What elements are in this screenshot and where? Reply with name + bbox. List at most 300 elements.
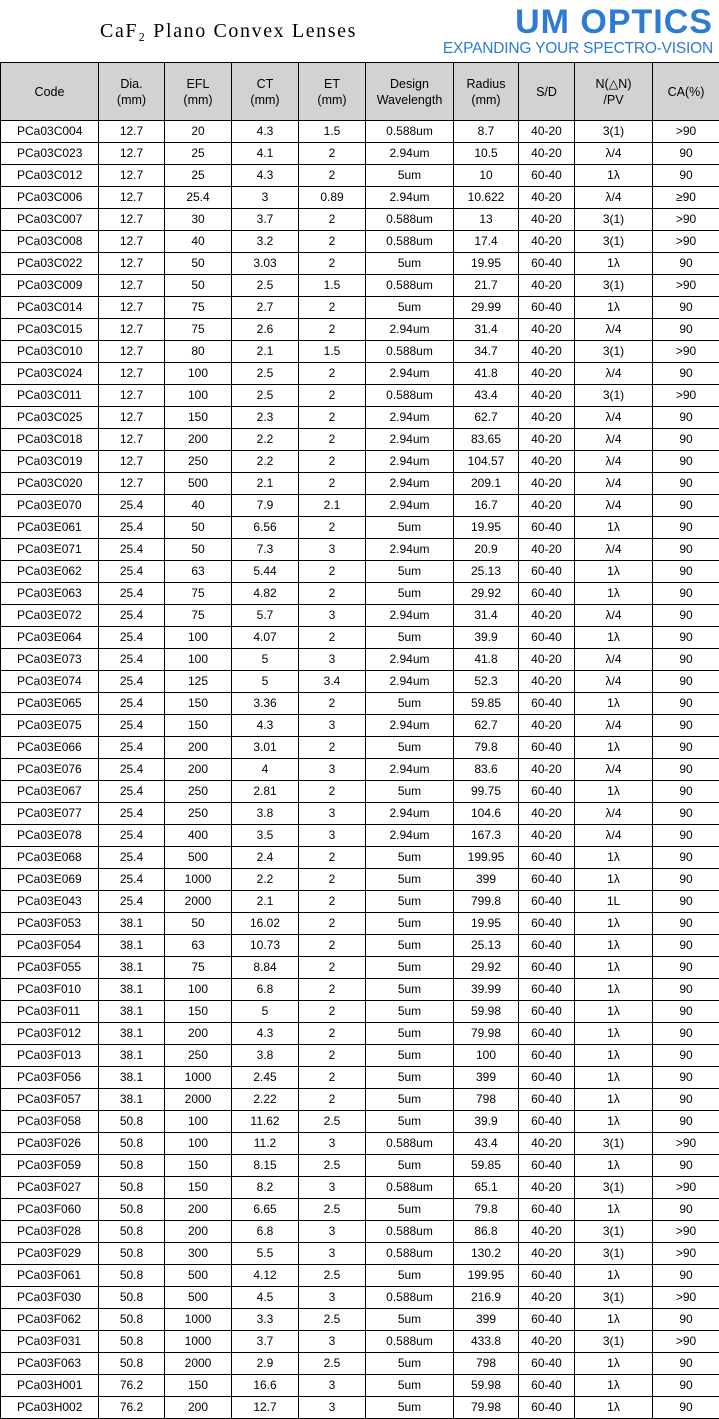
cell-ct: 11.2 bbox=[232, 1133, 299, 1155]
cell-code: PCa03E062 bbox=[1, 561, 99, 583]
cell-ca: 90 bbox=[653, 297, 719, 319]
cell-wavelength: 5um bbox=[366, 1045, 454, 1067]
table-row bbox=[1, 187, 719, 209]
cell-code: PCa03F053 bbox=[1, 913, 99, 935]
cell-dia: 25.4 bbox=[99, 605, 165, 627]
cell-ca: >90 bbox=[653, 1221, 719, 1243]
cell-efl: 200 bbox=[165, 737, 232, 759]
cell-et: 2 bbox=[299, 363, 366, 385]
column-header-line2: Wavelength bbox=[376, 92, 443, 107]
cell-ca: 90 bbox=[653, 539, 719, 561]
cell-radius: 41.8 bbox=[454, 363, 519, 385]
cell-et: 2 bbox=[299, 319, 366, 341]
cell-sd: 60-40 bbox=[519, 583, 575, 605]
table-row bbox=[1, 627, 719, 649]
cell-radius: 83.6 bbox=[454, 759, 519, 781]
cell-dia: 50.8 bbox=[99, 1111, 165, 1133]
table-row bbox=[1, 869, 719, 891]
cell-ct: 3.03 bbox=[232, 253, 299, 275]
cell-ct: 2.6 bbox=[232, 319, 299, 341]
cell-ca: 90 bbox=[653, 1397, 719, 1419]
cell-et: 2 bbox=[299, 297, 366, 319]
cell-wavelength: 5um bbox=[366, 1067, 454, 1089]
cell-dia: 76.2 bbox=[99, 1375, 165, 1397]
table-row bbox=[1, 1199, 719, 1221]
cell-ct: 8.15 bbox=[232, 1155, 299, 1177]
cell-efl: 250 bbox=[165, 1045, 232, 1067]
cell-wavelength: 5um bbox=[366, 913, 454, 935]
cell-ca: 90 bbox=[653, 781, 719, 803]
cell-wavelength: 0.588um bbox=[366, 385, 454, 407]
cell-dia: 25.4 bbox=[99, 539, 165, 561]
table-row bbox=[1, 165, 719, 187]
cell-sd: 40-20 bbox=[519, 671, 575, 693]
cell-pv: 1λ bbox=[575, 1265, 653, 1287]
cell-dia: 76.2 bbox=[99, 1397, 165, 1419]
table-row bbox=[1, 1045, 719, 1067]
cell-wavelength: 2.94um bbox=[366, 605, 454, 627]
cell-dia: 50.8 bbox=[99, 1353, 165, 1375]
table-row bbox=[1, 737, 719, 759]
cell-pv: 3(1) bbox=[575, 1177, 653, 1199]
cell-et: 3 bbox=[299, 759, 366, 781]
cell-ca: 90 bbox=[653, 649, 719, 671]
cell-ca: 90 bbox=[653, 1111, 719, 1133]
table-row bbox=[1, 539, 719, 561]
table-row bbox=[1, 1331, 719, 1353]
table-row bbox=[1, 1155, 719, 1177]
cell-efl: 75 bbox=[165, 319, 232, 341]
table-row bbox=[1, 429, 719, 451]
cell-et: 2.5 bbox=[299, 1265, 366, 1287]
cell-dia: 25.4 bbox=[99, 737, 165, 759]
cell-sd: 60-40 bbox=[519, 1397, 575, 1419]
cell-sd: 40-20 bbox=[519, 1243, 575, 1265]
column-header bbox=[1, 63, 99, 121]
table-row bbox=[1, 451, 719, 473]
cell-pv: 1λ bbox=[575, 957, 653, 979]
column-header-line1: Radius bbox=[466, 76, 506, 91]
cell-et: 2 bbox=[299, 517, 366, 539]
table-row bbox=[1, 297, 719, 319]
cell-pv: 3(1) bbox=[575, 1221, 653, 1243]
cell-sd: 40-20 bbox=[519, 319, 575, 341]
cell-sd: 60-40 bbox=[519, 781, 575, 803]
cell-efl: 75 bbox=[165, 297, 232, 319]
cell-ct: 2.1 bbox=[232, 341, 299, 363]
cell-ca: 90 bbox=[653, 737, 719, 759]
table-row bbox=[1, 473, 719, 495]
cell-ca: 90 bbox=[653, 803, 719, 825]
cell-dia: 25.4 bbox=[99, 869, 165, 891]
cell-dia: 25.4 bbox=[99, 715, 165, 737]
cell-dia: 12.7 bbox=[99, 363, 165, 385]
cell-code: PCa03H002 bbox=[1, 1397, 99, 1419]
cell-efl: 1000 bbox=[165, 1067, 232, 1089]
table-row bbox=[1, 1111, 719, 1133]
cell-ct: 2.3 bbox=[232, 407, 299, 429]
cell-wavelength: 5um bbox=[366, 1309, 454, 1331]
cell-sd: 60-40 bbox=[519, 1375, 575, 1397]
cell-sd: 60-40 bbox=[519, 1309, 575, 1331]
table-row bbox=[1, 209, 719, 231]
cell-code: PCa03E065 bbox=[1, 693, 99, 715]
cell-ca: 90 bbox=[653, 1309, 719, 1331]
cell-dia: 12.7 bbox=[99, 341, 165, 363]
table-row bbox=[1, 517, 719, 539]
cell-efl: 40 bbox=[165, 495, 232, 517]
cell-ct: 6.8 bbox=[232, 979, 299, 1001]
cell-efl: 75 bbox=[165, 583, 232, 605]
cell-ca: 90 bbox=[653, 671, 719, 693]
cell-efl: 200 bbox=[165, 429, 232, 451]
cell-ca: >90 bbox=[653, 1331, 719, 1353]
cell-sd: 40-20 bbox=[519, 385, 575, 407]
cell-efl: 150 bbox=[165, 1177, 232, 1199]
cell-pv: 1λ bbox=[575, 561, 653, 583]
cell-efl: 150 bbox=[165, 1155, 232, 1177]
cell-wavelength: 5um bbox=[366, 737, 454, 759]
cell-code: PCa03F055 bbox=[1, 957, 99, 979]
cell-radius: 798 bbox=[454, 1089, 519, 1111]
cell-dia: 25.4 bbox=[99, 781, 165, 803]
cell-radius: 799.8 bbox=[454, 891, 519, 913]
cell-et: 2 bbox=[299, 913, 366, 935]
cell-efl: 50 bbox=[165, 913, 232, 935]
cell-ct: 2.1 bbox=[232, 473, 299, 495]
cell-efl: 500 bbox=[165, 473, 232, 495]
cell-code: PCa03E072 bbox=[1, 605, 99, 627]
cell-ca: >90 bbox=[653, 1287, 719, 1309]
cell-ca: 90 bbox=[653, 583, 719, 605]
cell-sd: 60-40 bbox=[519, 737, 575, 759]
cell-dia: 12.7 bbox=[99, 473, 165, 495]
cell-dia: 12.7 bbox=[99, 231, 165, 253]
cell-ca: 90 bbox=[653, 759, 719, 781]
cell-ca: 90 bbox=[653, 957, 719, 979]
cell-code: PCa03F010 bbox=[1, 979, 99, 1001]
table-row bbox=[1, 979, 719, 1001]
cell-radius: 79.98 bbox=[454, 1397, 519, 1419]
cell-et: 3 bbox=[299, 1397, 366, 1419]
cell-radius: 29.99 bbox=[454, 297, 519, 319]
cell-dia: 12.7 bbox=[99, 275, 165, 297]
cell-sd: 40-20 bbox=[519, 429, 575, 451]
cell-efl: 150 bbox=[165, 407, 232, 429]
cell-ca: 90 bbox=[653, 979, 719, 1001]
cell-wavelength: 2.94um bbox=[366, 473, 454, 495]
cell-pv: λ/4 bbox=[575, 825, 653, 847]
cell-efl: 63 bbox=[165, 561, 232, 583]
table-row bbox=[1, 253, 719, 275]
cell-ct: 3.3 bbox=[232, 1309, 299, 1331]
cell-wavelength: 2.94um bbox=[366, 825, 454, 847]
cell-radius: 19.95 bbox=[454, 517, 519, 539]
table-row bbox=[1, 825, 719, 847]
cell-dia: 25.4 bbox=[99, 583, 165, 605]
cell-pv: 1λ bbox=[575, 781, 653, 803]
cell-radius: 209.1 bbox=[454, 473, 519, 495]
cell-et: 2.5 bbox=[299, 1111, 366, 1133]
cell-pv: 1λ bbox=[575, 913, 653, 935]
cell-radius: 130.2 bbox=[454, 1243, 519, 1265]
cell-ct: 8.84 bbox=[232, 957, 299, 979]
cell-code: PCa03E068 bbox=[1, 847, 99, 869]
cell-code: PCa03C008 bbox=[1, 231, 99, 253]
cell-ct: 4 bbox=[232, 759, 299, 781]
cell-efl: 2000 bbox=[165, 891, 232, 913]
cell-sd: 40-20 bbox=[519, 715, 575, 737]
cell-ca: 90 bbox=[653, 143, 719, 165]
cell-ct: 4.5 bbox=[232, 1287, 299, 1309]
cell-ct: 7.9 bbox=[232, 495, 299, 517]
cell-code: PCa03C011 bbox=[1, 385, 99, 407]
cell-code: PCa03F030 bbox=[1, 1287, 99, 1309]
cell-radius: 399 bbox=[454, 1067, 519, 1089]
cell-ct: 3.5 bbox=[232, 825, 299, 847]
cell-et: 2 bbox=[299, 583, 366, 605]
cell-wavelength: 5um bbox=[366, 979, 454, 1001]
cell-wavelength: 5um bbox=[366, 1089, 454, 1111]
column-header bbox=[366, 63, 454, 121]
cell-sd: 60-40 bbox=[519, 1023, 575, 1045]
table-row bbox=[1, 561, 719, 583]
cell-ca: 90 bbox=[653, 517, 719, 539]
cell-code: PCa03C006 bbox=[1, 187, 99, 209]
table-row bbox=[1, 1287, 719, 1309]
cell-radius: 31.4 bbox=[454, 319, 519, 341]
cell-code: PCa03E043 bbox=[1, 891, 99, 913]
column-header bbox=[519, 63, 575, 121]
cell-ct: 6.65 bbox=[232, 1199, 299, 1221]
cell-efl: 1000 bbox=[165, 1331, 232, 1353]
table-row bbox=[1, 693, 719, 715]
cell-pv: 1λ bbox=[575, 1001, 653, 1023]
column-header bbox=[454, 63, 519, 121]
cell-pv: λ/4 bbox=[575, 715, 653, 737]
brand-logo bbox=[437, 4, 713, 58]
table-header-row bbox=[1, 63, 719, 121]
cell-ct: 12.7 bbox=[232, 1397, 299, 1419]
cell-dia: 12.7 bbox=[99, 429, 165, 451]
cell-pv: 1λ bbox=[575, 517, 653, 539]
cell-wavelength: 2.94um bbox=[366, 495, 454, 517]
cell-efl: 100 bbox=[165, 1111, 232, 1133]
cell-dia: 50.8 bbox=[99, 1133, 165, 1155]
cell-et: 2 bbox=[299, 231, 366, 253]
cell-ct: 3.7 bbox=[232, 209, 299, 231]
cell-et: 3 bbox=[299, 825, 366, 847]
cell-ct: 16.6 bbox=[232, 1375, 299, 1397]
cell-pv: λ/4 bbox=[575, 759, 653, 781]
cell-code: PCa03C014 bbox=[1, 297, 99, 319]
cell-ct: 8.2 bbox=[232, 1177, 299, 1199]
cell-et: 2 bbox=[299, 693, 366, 715]
cell-sd: 60-40 bbox=[519, 627, 575, 649]
cell-ct: 4.3 bbox=[232, 715, 299, 737]
cell-code: PCa03E076 bbox=[1, 759, 99, 781]
cell-radius: 62.7 bbox=[454, 407, 519, 429]
cell-ca: 90 bbox=[653, 1045, 719, 1067]
table-row bbox=[1, 231, 719, 253]
cell-et: 2 bbox=[299, 253, 366, 275]
table-row bbox=[1, 1265, 719, 1287]
cell-dia: 12.7 bbox=[99, 253, 165, 275]
cell-dia: 50.8 bbox=[99, 1177, 165, 1199]
cell-radius: 31.4 bbox=[454, 605, 519, 627]
cell-pv: 3(1) bbox=[575, 209, 653, 231]
cell-et: 2 bbox=[299, 1089, 366, 1111]
cell-wavelength: 2.94um bbox=[366, 429, 454, 451]
cell-efl: 125 bbox=[165, 671, 232, 693]
table-row bbox=[1, 1375, 719, 1397]
cell-ct: 5 bbox=[232, 671, 299, 693]
cell-pv: 1λ bbox=[575, 979, 653, 1001]
cell-pv: 3(1) bbox=[575, 121, 653, 143]
cell-ct: 5.44 bbox=[232, 561, 299, 583]
cell-wavelength: 5um bbox=[366, 517, 454, 539]
cell-radius: 399 bbox=[454, 869, 519, 891]
cell-pv: 1λ bbox=[575, 737, 653, 759]
cell-ct: 2.5 bbox=[232, 275, 299, 297]
cell-code: PCa03C004 bbox=[1, 121, 99, 143]
cell-et: 2.5 bbox=[299, 1309, 366, 1331]
cell-ct: 4.82 bbox=[232, 583, 299, 605]
cell-sd: 40-20 bbox=[519, 451, 575, 473]
column-header bbox=[575, 63, 653, 121]
cell-pv: 3(1) bbox=[575, 1243, 653, 1265]
cell-efl: 75 bbox=[165, 957, 232, 979]
cell-ca: 90 bbox=[653, 847, 719, 869]
cell-wavelength: 0.588um bbox=[366, 231, 454, 253]
cell-efl: 25 bbox=[165, 143, 232, 165]
cell-ca: >90 bbox=[653, 121, 719, 143]
cell-pv: 1λ bbox=[575, 583, 653, 605]
cell-code: PCa03C010 bbox=[1, 341, 99, 363]
cell-code: PCa03C019 bbox=[1, 451, 99, 473]
cell-efl: 500 bbox=[165, 1287, 232, 1309]
cell-dia: 38.1 bbox=[99, 1023, 165, 1045]
table-row bbox=[1, 341, 719, 363]
column-header-line1: ET bbox=[324, 76, 340, 91]
cell-efl: 50 bbox=[165, 539, 232, 561]
cell-efl: 500 bbox=[165, 1265, 232, 1287]
cell-pv: 1λ bbox=[575, 935, 653, 957]
cell-radius: 13 bbox=[454, 209, 519, 231]
cell-wavelength: 2.94um bbox=[366, 539, 454, 561]
table-row bbox=[1, 319, 719, 341]
cell-ct: 5 bbox=[232, 649, 299, 671]
cell-pv: 3(1) bbox=[575, 385, 653, 407]
cell-efl: 50 bbox=[165, 253, 232, 275]
cell-efl: 75 bbox=[165, 605, 232, 627]
cell-ca: >90 bbox=[653, 1177, 719, 1199]
cell-ct: 3.7 bbox=[232, 1331, 299, 1353]
cell-code: PCa03F062 bbox=[1, 1309, 99, 1331]
cell-code: PCa03F028 bbox=[1, 1221, 99, 1243]
cell-wavelength: 2.94um bbox=[366, 143, 454, 165]
cell-ca: 90 bbox=[653, 1375, 719, 1397]
cell-wavelength: 2.94um bbox=[366, 407, 454, 429]
table-row bbox=[1, 781, 719, 803]
cell-pv: 1λ bbox=[575, 693, 653, 715]
table-row bbox=[1, 1089, 719, 1111]
cell-dia: 50.8 bbox=[99, 1155, 165, 1177]
cell-wavelength: 5um bbox=[366, 869, 454, 891]
lens-table-container bbox=[0, 62, 719, 1419]
cell-pv: 3(1) bbox=[575, 1331, 653, 1353]
cell-ca: >90 bbox=[653, 231, 719, 253]
cell-et: 2 bbox=[299, 473, 366, 495]
cell-radius: 10.5 bbox=[454, 143, 519, 165]
cell-efl: 150 bbox=[165, 1375, 232, 1397]
cell-code: PCa03F011 bbox=[1, 1001, 99, 1023]
cell-ca: 90 bbox=[653, 165, 719, 187]
cell-wavelength: 0.588um bbox=[366, 1243, 454, 1265]
table-row bbox=[1, 1023, 719, 1045]
cell-code: PCa03E074 bbox=[1, 671, 99, 693]
cell-sd: 60-40 bbox=[519, 1089, 575, 1111]
cell-code: PCa03C007 bbox=[1, 209, 99, 231]
cell-code: PCa03E077 bbox=[1, 803, 99, 825]
cell-et: 2 bbox=[299, 451, 366, 473]
cell-ct: 16.02 bbox=[232, 913, 299, 935]
cell-radius: 43.4 bbox=[454, 1133, 519, 1155]
cell-pv: 1λ bbox=[575, 165, 653, 187]
cell-et: 1.5 bbox=[299, 275, 366, 297]
cell-et: 3 bbox=[299, 605, 366, 627]
column-header-line1: S/D bbox=[536, 84, 557, 99]
cell-radius: 62.7 bbox=[454, 715, 519, 737]
cell-radius: 29.92 bbox=[454, 957, 519, 979]
cell-dia: 12.7 bbox=[99, 209, 165, 231]
cell-et: 2.1 bbox=[299, 495, 366, 517]
cell-code: PCa03C025 bbox=[1, 407, 99, 429]
cell-dia: 12.7 bbox=[99, 385, 165, 407]
table-row bbox=[1, 121, 719, 143]
cell-sd: 40-20 bbox=[519, 1331, 575, 1353]
table-row bbox=[1, 759, 719, 781]
cell-dia: 50.8 bbox=[99, 1331, 165, 1353]
cell-et: 2 bbox=[299, 165, 366, 187]
column-header-line1: EFL bbox=[186, 76, 210, 91]
cell-wavelength: 5um bbox=[366, 561, 454, 583]
cell-et: 2 bbox=[299, 869, 366, 891]
cell-radius: 83.65 bbox=[454, 429, 519, 451]
cell-sd: 40-20 bbox=[519, 539, 575, 561]
cell-et: 2 bbox=[299, 935, 366, 957]
cell-wavelength: 0.588um bbox=[366, 121, 454, 143]
cell-code: PCa03F031 bbox=[1, 1331, 99, 1353]
table-row bbox=[1, 1177, 719, 1199]
cell-pv: 1λ bbox=[575, 1309, 653, 1331]
cell-pv: λ/4 bbox=[575, 649, 653, 671]
cell-radius: 399 bbox=[454, 1309, 519, 1331]
cell-radius: 104.6 bbox=[454, 803, 519, 825]
cell-ca: 90 bbox=[653, 1265, 719, 1287]
cell-efl: 50 bbox=[165, 517, 232, 539]
cell-et: 3 bbox=[299, 649, 366, 671]
table-row bbox=[1, 275, 719, 297]
cell-radius: 41.8 bbox=[454, 649, 519, 671]
cell-ct: 3.8 bbox=[232, 803, 299, 825]
cell-code: PCa03C020 bbox=[1, 473, 99, 495]
cell-pv: λ/4 bbox=[575, 495, 653, 517]
cell-ca: >90 bbox=[653, 385, 719, 407]
cell-efl: 1000 bbox=[165, 869, 232, 891]
cell-wavelength: 5um bbox=[366, 1001, 454, 1023]
cell-code: PCa03E066 bbox=[1, 737, 99, 759]
